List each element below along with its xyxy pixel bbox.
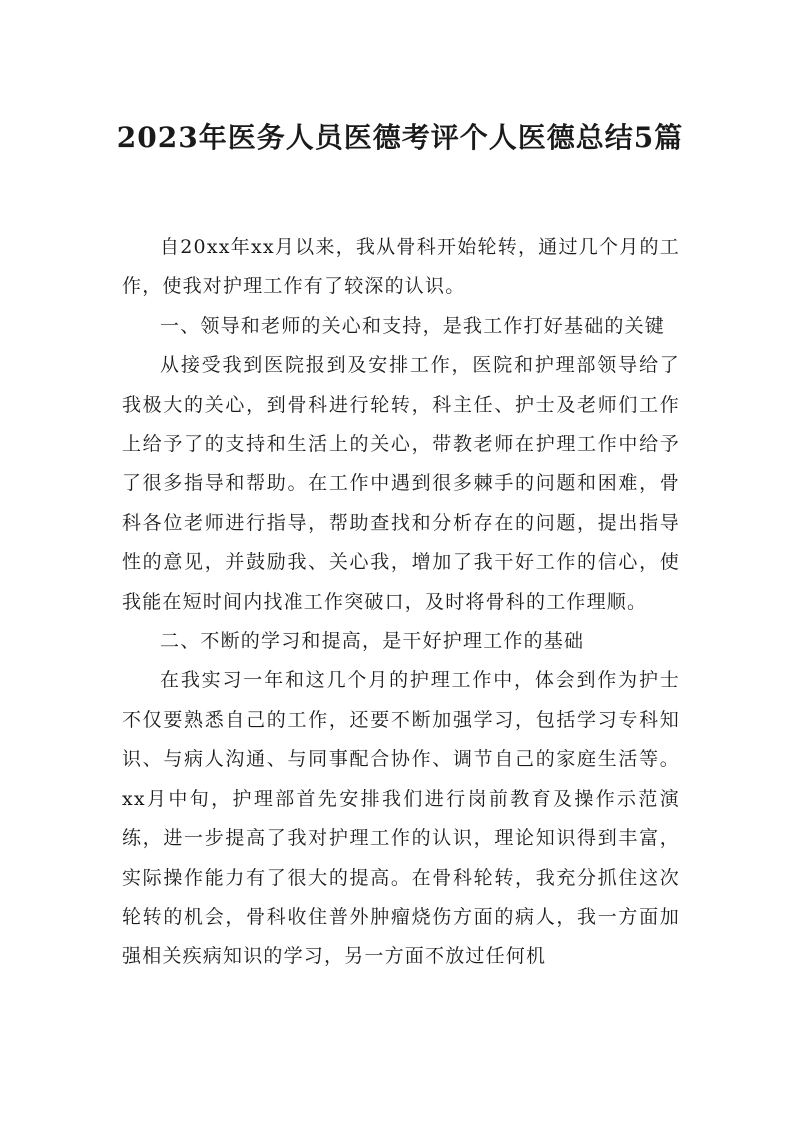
paragraph-intro: 自20xx年xx月以来，我从骨科开始轮转，通过几个月的工作，使我对护理工作有了较深的认识。	[122, 236, 680, 298]
document-title: 2023年医务人员医德考评个人医德总结5篇	[116, 120, 684, 154]
paragraph-section-2: 在我实习一年和这几个月的护理工作中，体会到作为护士不仅要熟悉自己的工作，还要不断加强学习，包括学习专科知识、与病人沟通、与同事配合协作、调节自己的家庭生活等。xx月中旬，护理部首先安排我们进行岗前教育及操作示范演练，进一步提高了我对护理工作的认识，理论知识得到丰富，实际操作能力有了很大的提高。在骨科轮转，我充分抓住这次轮转的机会，骨科收住普外肿瘤烧伤方面的病人，我一方面加强相关疾病知识的学习，另一方面不放过任何机	[122, 669, 680, 968]
document-body	[122, 228, 680, 977]
paragraph-section-1: 从接受我到医院报到及安排工作，医院和护理部领导给了我极大的关心，到骨科进行轮转，科主任、护士及老师们工作上给予了的支持和生活上的关心，带教老师在护理工作中给予了很多指导和帮助。在工作中遇到很多棘手的问题和困难，骨科各位老师进行指导，帮助查找和分析存在的问题，提出指导性的意见，并鼓励我、关心我，增加了我干好工作的信心，使我能在短时间内找准工作突破口，及时将骨科的工作理顺。	[122, 354, 680, 613]
section-heading-2: 二、不断的学习和提高，是干好护理工作的基础	[160, 630, 585, 653]
section-heading-1: 一、领导和老师的关心和支持，是我工作打好基础的关键	[160, 314, 666, 337]
